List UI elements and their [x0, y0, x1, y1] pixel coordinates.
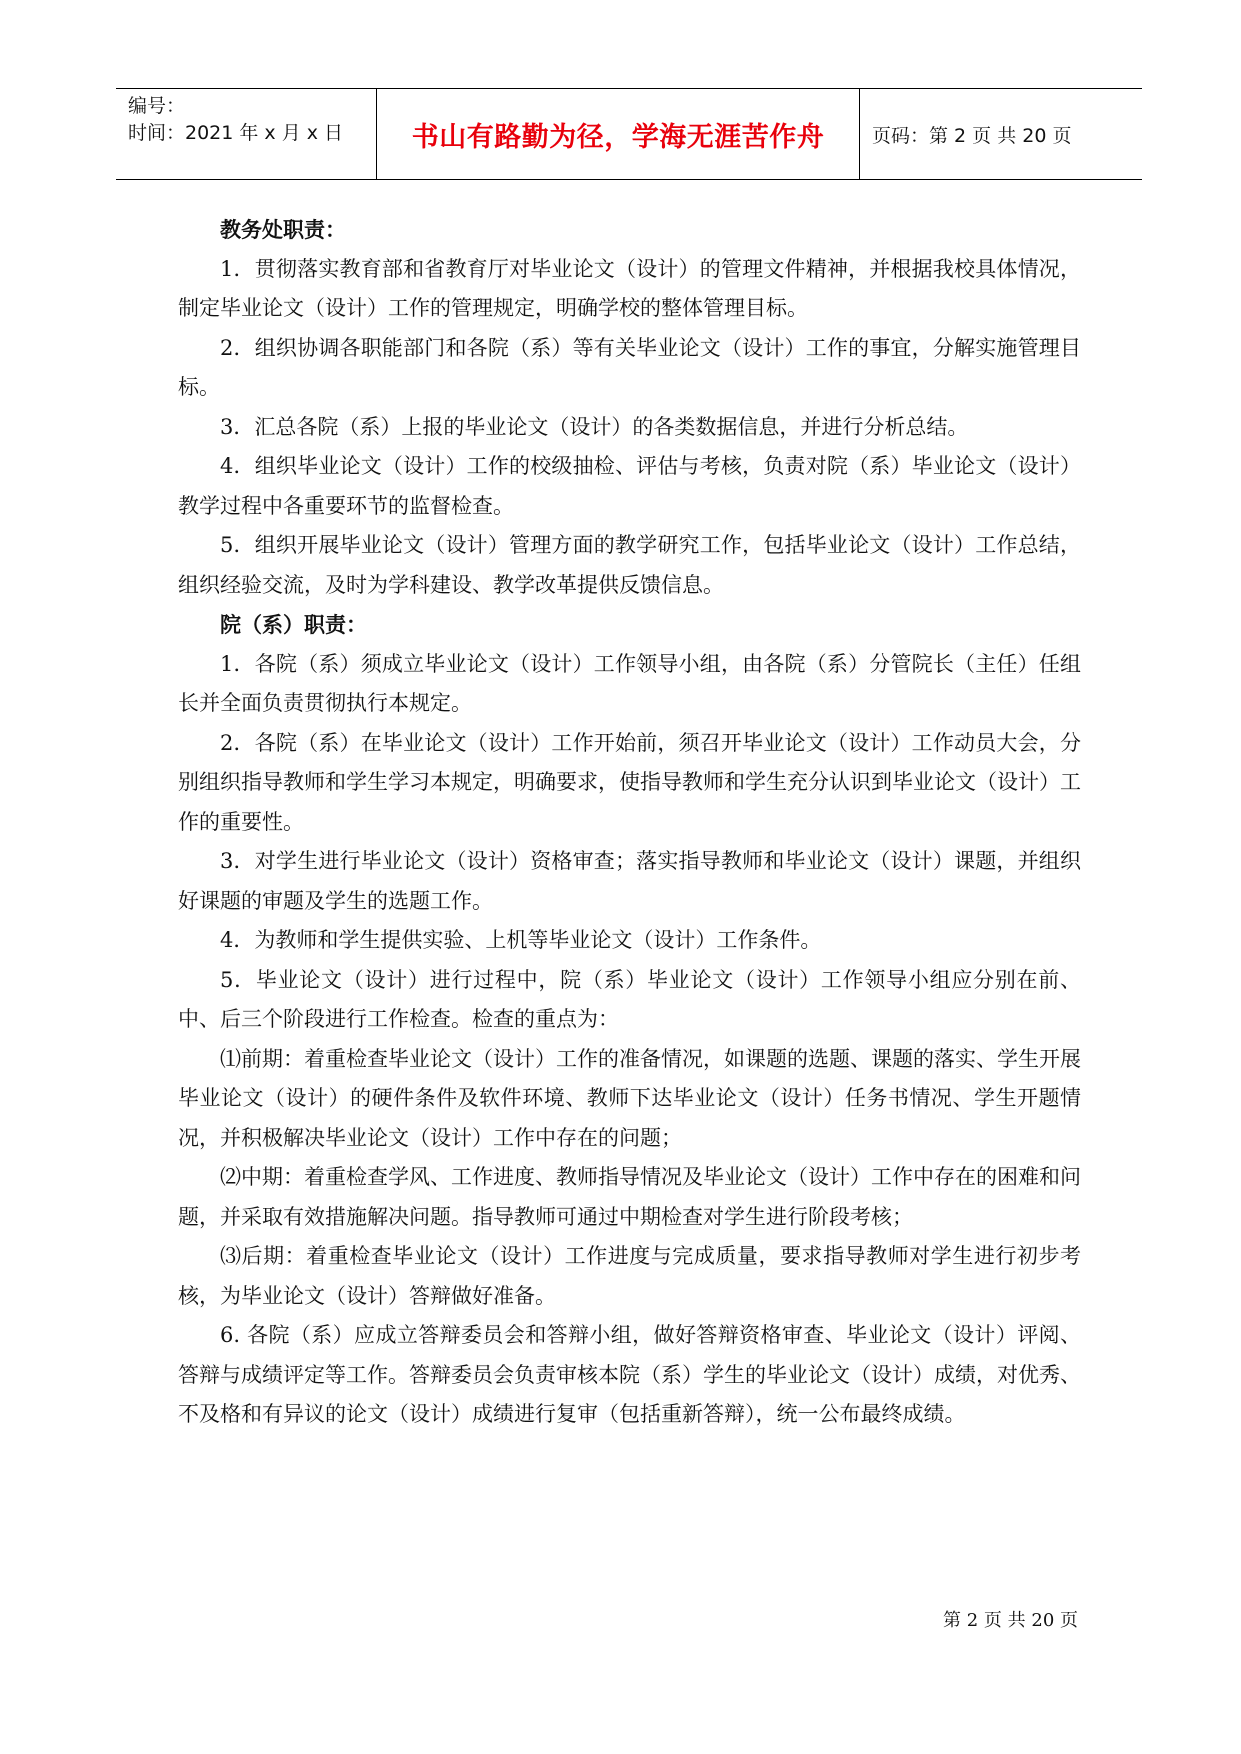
section-heading-departments: 院（系）职责： — [220, 612, 367, 637]
paragraph: 6. 各院（系）应成立答辩委员会和答辩小组，做好答辩资格审查、毕业论文（设计）评阅、答辩与成绩评定等工作。答辩委员会负责审核本院（系）学生的毕业论文（设计）成绩，对优秀、不及格和有异议的论文（设计）成绩进行复审（包括重新答辩），统一公布最终成绩。 — [178, 1323, 1081, 1426]
paragraph: ⑴前期：着重检查毕业论文（设计）工作的准备情况，如课题的选题、课题的落实、学生开展毕业论文（设计）的硬件条件及软件环境、教师下达毕业论文（设计）任务书情况、学生开题情况，并积极解决毕业论文（设计）工作中存在的问题； — [178, 1046, 1081, 1150]
header-page-code: 页码：第 2 页 共 20 页 — [872, 124, 1072, 147]
header-motto: 书山有路勤为径，学海无涯苦作舟 — [376, 89, 860, 179]
paragraph: 5．组织开展毕业论文（设计）管理方面的教学研究工作，包括毕业论文（设计）工作总结，组织经验交流，及时为学科建设、教学改革提供反馈信息。 — [178, 533, 1081, 597]
doc-number-label: 编号： — [128, 95, 186, 117]
section-heading-academic-affairs: 教务处职责： — [220, 217, 346, 242]
doc-time-label: 时间：2021 年 x 月 x 日 — [128, 122, 344, 144]
paragraph: 4．为教师和学生提供实验、上机等毕业论文（设计）工作条件。 — [220, 928, 822, 952]
paragraph: ⑶后期：着重检查毕业论文（设计）工作进度与完成质量，要求指导教师对学生进行初步考核，为毕业论文（设计）答辩做好准备。 — [178, 1244, 1081, 1308]
paragraph: 2．组织协调各职能部门和各院（系）等有关毕业论文（设计）工作的事宜，分解实施管理目标。 — [178, 335, 1081, 399]
paragraph: 3．汇总各院（系）上报的毕业论文（设计）的各类数据信息，并进行分析总结。 — [220, 414, 969, 439]
paragraph: ⑵中期：着重检查学风、工作进度、教师指导情况及毕业论文（设计）工作中存在的困难和问题，并采取有效措施解决问题。指导教师可通过中期检查对学生进行阶段考核； — [178, 1165, 1081, 1229]
page-header — [116, 88, 1142, 180]
page-footer: 第 2 页 共 20 页 — [943, 1610, 1078, 1631]
paragraph: 5．毕业论文（设计）进行过程中，院（系）毕业论文（设计）工作领导小组应分别在前、中、后三个阶段进行工作检查。检查的重点为： — [178, 967, 1081, 1031]
document-body — [178, 210, 1081, 1435]
paragraph: 3．对学生进行毕业论文（设计）资格审查；落实指导教师和毕业论文（设计）课题，并组织好课题的审题及学生的选题工作。 — [178, 849, 1081, 913]
paragraph: 4．组织毕业论文（设计）工作的校级抽检、评估与考核，负责对院（系）毕业论文（设计）教学过程中各重要环节的监督检查。 — [178, 454, 1081, 518]
paragraph: 2．各院（系）在毕业论文（设计）工作开始前，须召开毕业论文（设计）工作动员大会，分别组织指导教师和学生学习本规定，明确要求，使指导教师和学生充分认识到毕业论文（设计）工作的重要性。 — [178, 730, 1081, 834]
header-meta — [116, 89, 376, 179]
paragraph: 1．各院（系）须成立毕业论文（设计）工作领导小组，由各院（系）分管院长（主任）任组长并全面负责贯彻执行本规定。 — [178, 651, 1081, 715]
paragraph: 1．贯彻落实教育部和省教育厅对毕业论文（设计）的管理文件精神，并根据我校具体情况，制定毕业论文（设计）工作的管理规定，明确学校的整体管理目标。 — [178, 256, 1081, 320]
